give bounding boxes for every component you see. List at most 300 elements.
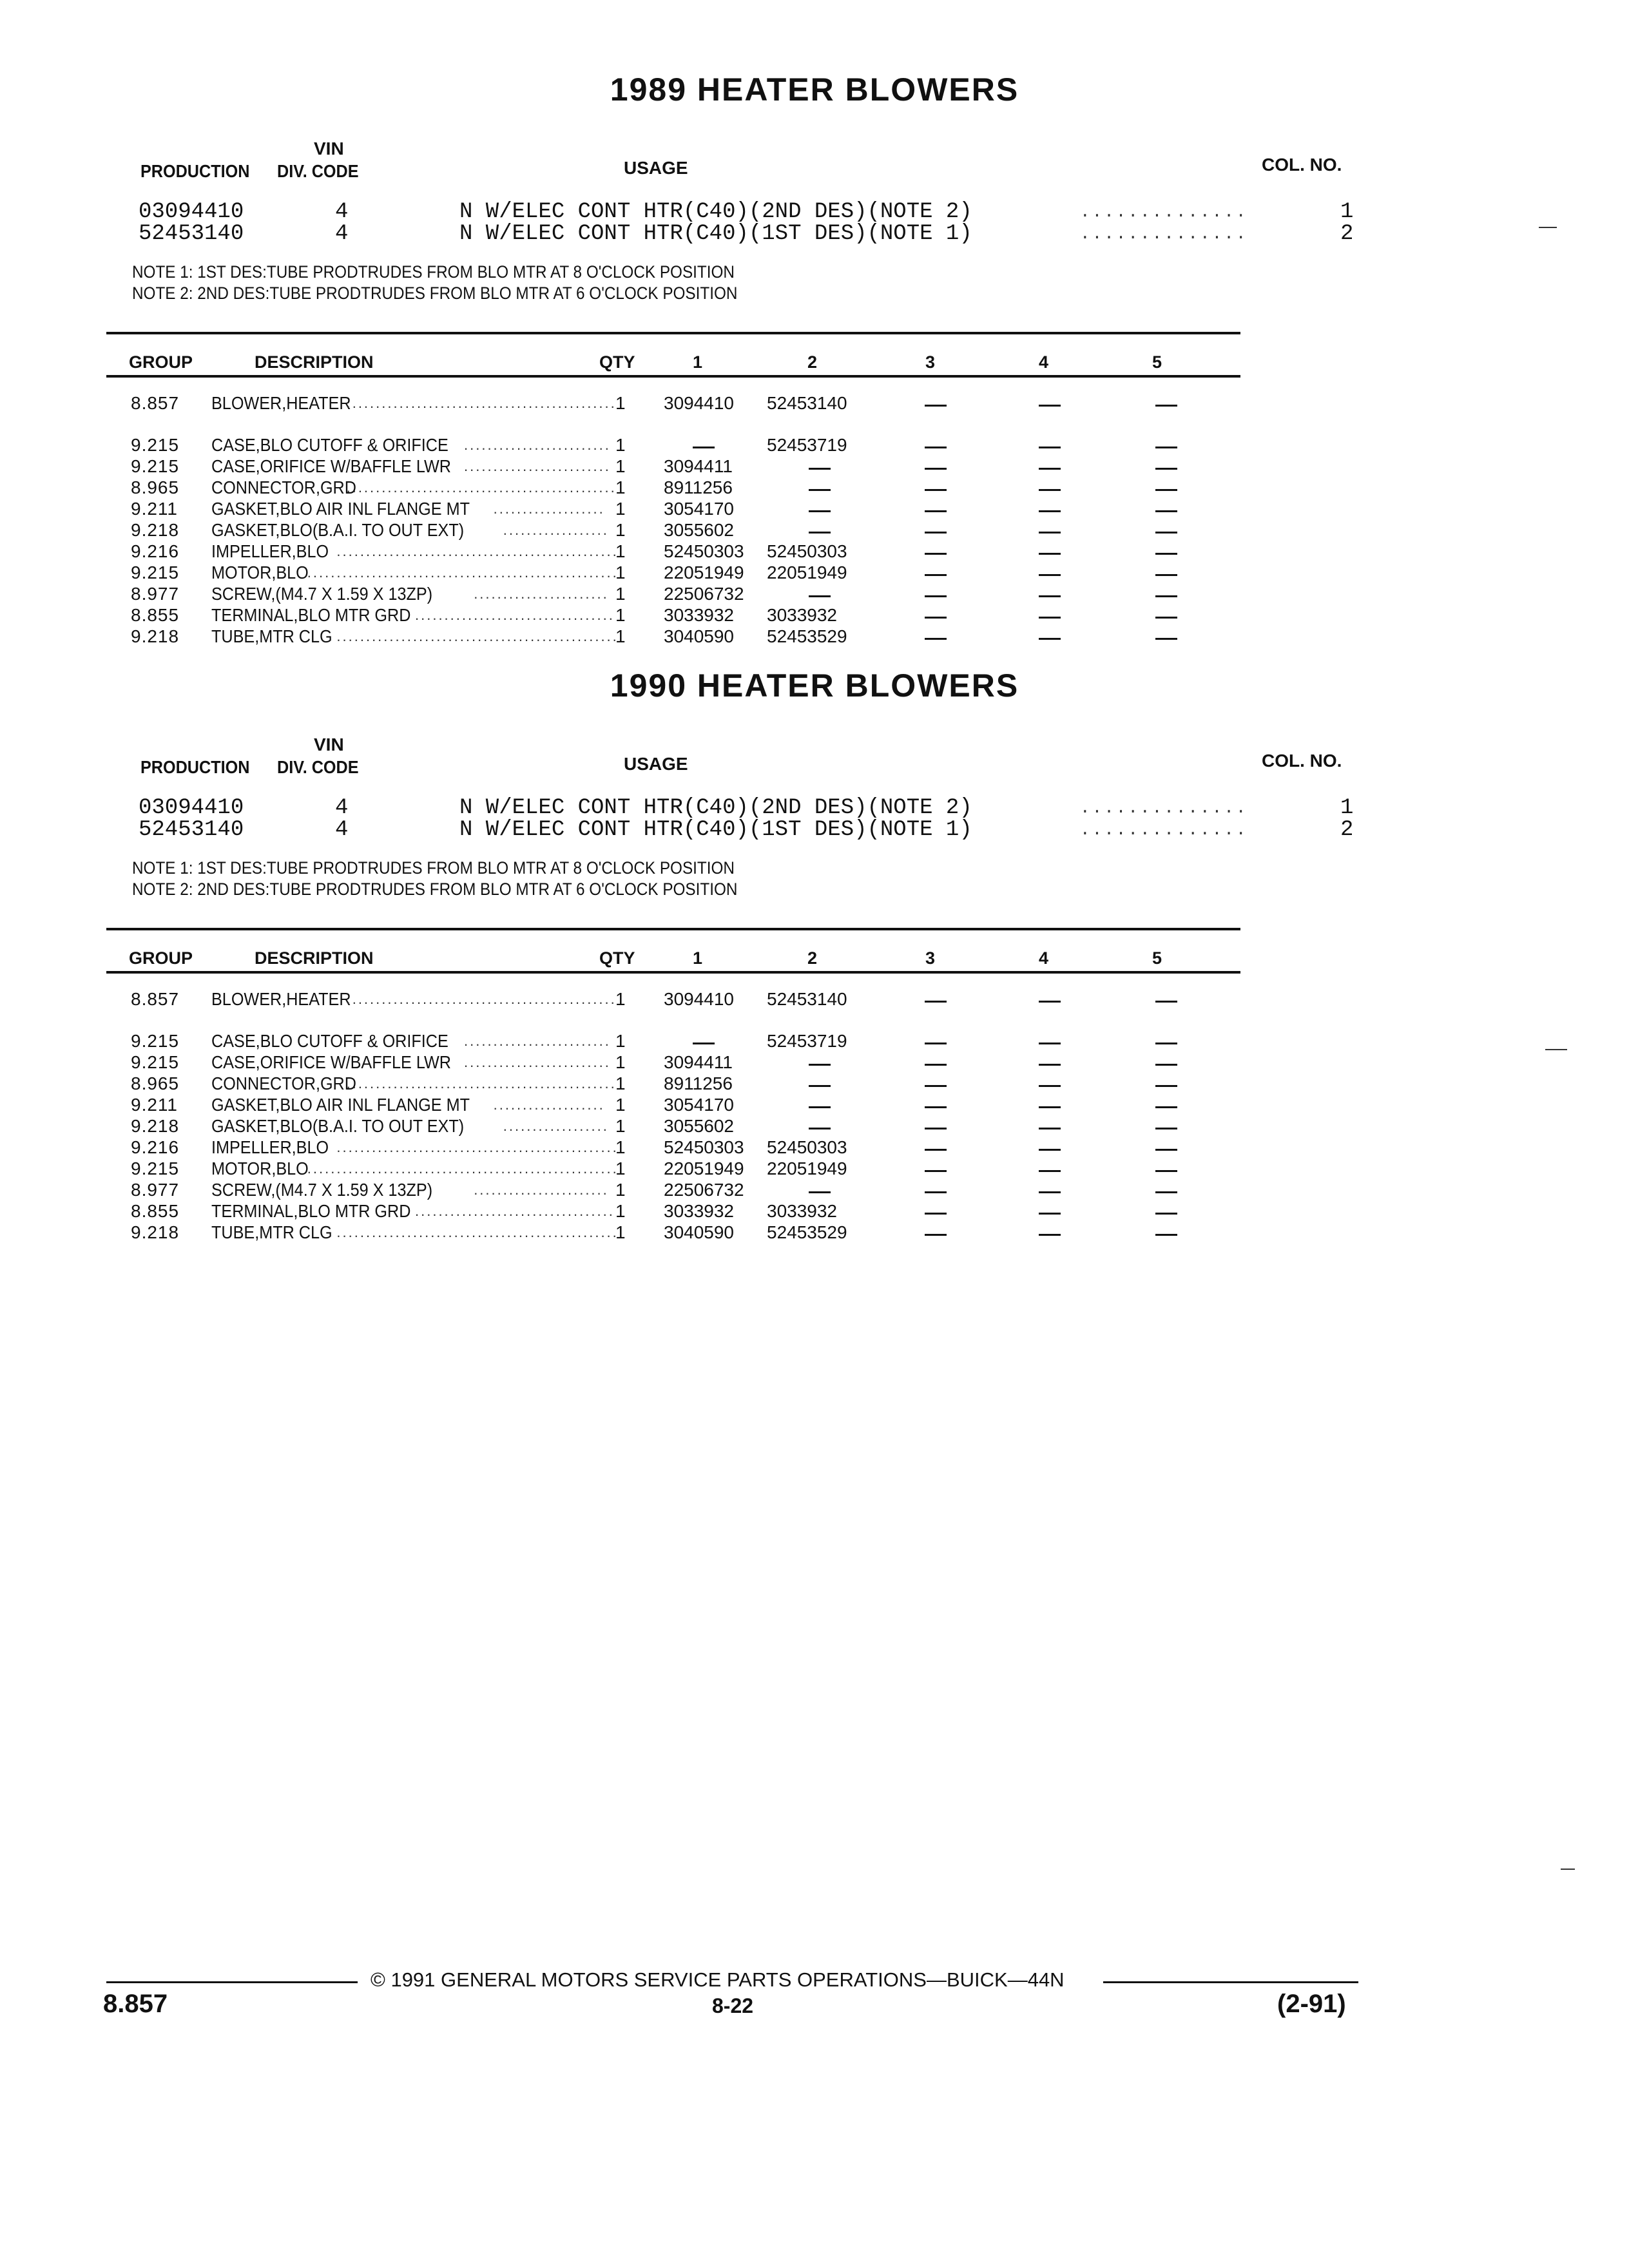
usage-text: N W/ELEC CONT HTR(C40)(2ND DES)(NOTE 2): [459, 200, 972, 224]
empty-dash: [1155, 1043, 1177, 1044]
empty-dash: [1039, 1234, 1061, 1236]
empty-dash: [1155, 1085, 1177, 1087]
empty-dash: [809, 532, 831, 533]
empty-dash: [809, 1106, 831, 1108]
part-group: 9.215: [131, 1158, 180, 1178]
part-col-3: [925, 1031, 947, 1052]
part-qty: 1: [615, 435, 626, 455]
section-title: 1990 HEATER BLOWERS: [610, 668, 1019, 704]
part-row: [0, 1137, 1629, 1158]
empty-dash: [1039, 1191, 1061, 1193]
col-header-description: DESCRIPTION: [255, 948, 374, 968]
part-qty: 1: [615, 1095, 626, 1115]
empty-dash: [1039, 1213, 1061, 1215]
empty-dash: [1039, 1170, 1061, 1172]
part-row: [0, 477, 1629, 499]
dot-leader: ..............................................: [346, 479, 617, 495]
part-qty: 1: [615, 1180, 626, 1200]
part-col-2: 52453529: [767, 626, 847, 646]
empty-dash: [1039, 1064, 1061, 1066]
part-qty: 1: [615, 1116, 626, 1136]
empty-dash: [809, 489, 831, 491]
empty-dash: [1155, 468, 1177, 470]
part-description: TERMINAL,BLO MTR GRD: [211, 605, 411, 625]
note-line: NOTE 2: 2ND DES:TUBE PRODTRUDES FROM BLO MTR AT 6 O'CLOCK POSITION: [132, 879, 738, 899]
part-col-3: [925, 541, 947, 562]
scan-mark: [1545, 1049, 1567, 1050]
part-col-1: 3094410: [664, 393, 735, 413]
empty-dash: [925, 1234, 947, 1236]
part-description: GASKET,BLO AIR INL FLANGE MT: [211, 1095, 470, 1115]
empty-dash: [925, 1106, 947, 1108]
header-production: PRODUCTION: [140, 757, 250, 777]
part-description: TERMINAL,BLO MTR GRD: [211, 1201, 411, 1221]
empty-dash: [1039, 532, 1061, 533]
empty-dash: [1039, 617, 1061, 619]
dot-leader: .......................: [474, 1182, 609, 1198]
part-row: [0, 499, 1629, 520]
part-col-3: [925, 435, 947, 456]
empty-dash: [925, 532, 947, 533]
dot-leader: .........................: [464, 458, 611, 474]
part-col-2: 52450303: [767, 541, 847, 561]
part-col-3: [925, 1095, 947, 1115]
part-qty: 1: [615, 520, 626, 540]
part-group: 8.965: [131, 477, 180, 497]
part-col-2: [809, 520, 831, 541]
note-line: NOTE 1: 1ST DES:TUBE PRODTRUDES FROM BLO MTR AT 8 O'CLOCK POSITION: [132, 262, 735, 282]
note-line: NOTE 1: 1ST DES:TUBE PRODTRUDES FROM BLO MTR AT 8 O'CLOCK POSITION: [132, 858, 735, 878]
dot-leader: .........................: [464, 1054, 611, 1070]
empty-dash: [925, 617, 947, 619]
footer-rule-left: [106, 1981, 358, 1983]
header-col-no: COL. NO.: [1262, 155, 1342, 175]
empty-dash: [809, 1085, 831, 1087]
footer-rule-right: [1103, 1981, 1358, 1983]
empty-dash: [1155, 1064, 1177, 1066]
part-col-5: [1155, 626, 1177, 647]
part-col-5: [1155, 562, 1177, 583]
part-col-1: 22051949: [664, 1158, 744, 1178]
table-header-rule: [106, 375, 1240, 378]
part-description: SCREW,(M4.7 X 1.59 X 13ZP): [211, 1180, 433, 1200]
part-col-1: [693, 1031, 715, 1052]
part-col-3: [925, 393, 947, 414]
empty-dash: [925, 638, 947, 640]
footer-copyright: © 1991 GENERAL MOTORS SERVICE PARTS OPERATIONS—BUICK—44N: [371, 1968, 1065, 1991]
empty-dash: [809, 1128, 831, 1129]
part-row: [0, 584, 1629, 605]
part-col-1: 22506732: [664, 1180, 744, 1200]
col-header-2: 2: [807, 352, 818, 372]
part-col-3: [925, 989, 947, 1010]
part-row: [0, 1031, 1629, 1052]
part-col-1: 3040590: [664, 1222, 735, 1242]
empty-dash: [925, 489, 947, 491]
part-col-4: [1039, 562, 1061, 583]
part-col-1: 8911256: [664, 1073, 733, 1093]
part-col-1: 3055602: [664, 520, 735, 540]
part-row: [0, 1052, 1629, 1073]
part-col-5: [1155, 456, 1177, 477]
section-1990: [0, 667, 1629, 1266]
part-col-3: [925, 1116, 947, 1137]
part-row: [0, 1180, 1629, 1201]
dot-leader: .........................: [464, 1033, 611, 1049]
part-col-4: [1039, 1201, 1061, 1222]
part-col-2: 52453719: [767, 1031, 847, 1051]
part-col-4: [1039, 1052, 1061, 1073]
empty-dash: [1039, 1149, 1061, 1151]
dot-leader: ................................................: [336, 628, 619, 644]
dot-leader: ..................................: [415, 1203, 615, 1219]
empty-dash: [1155, 1213, 1177, 1215]
part-row: [0, 520, 1629, 541]
scan-mark: [1561, 1869, 1575, 1870]
part-group: 8.977: [131, 584, 180, 604]
footer-date: (2-91): [1277, 1990, 1346, 2018]
dot-leader: .....................................................: [307, 564, 619, 581]
part-col-4: [1039, 584, 1061, 604]
part-row: [0, 1095, 1629, 1116]
part-col-2: [809, 499, 831, 519]
part-row: [0, 435, 1629, 456]
part-row: [0, 1116, 1629, 1137]
usage-text: N W/ELEC CONT HTR(C40)(1ST DES)(NOTE 1): [459, 222, 972, 246]
part-group: 8.855: [131, 605, 180, 625]
header-usage: USAGE: [624, 158, 688, 178]
part-description: CASE,ORIFICE W/BAFFLE LWR: [211, 1052, 451, 1072]
part-col-5: [1155, 1201, 1177, 1222]
part-description: IMPELLER,BLO: [211, 541, 329, 561]
part-qty: 1: [615, 456, 626, 476]
part-col-3: [925, 499, 947, 519]
part-qty: 1: [615, 477, 626, 497]
production-number: 03094410: [139, 200, 244, 224]
part-row: [0, 1201, 1629, 1222]
part-col-5: [1155, 1222, 1177, 1243]
dot-leader: ..................: [503, 522, 609, 538]
part-col-5: [1155, 605, 1177, 626]
dot-leader: ..............................................: [346, 395, 617, 411]
production-row: [0, 222, 1629, 245]
empty-dash: [693, 447, 715, 448]
part-col-5: [1155, 435, 1177, 456]
col-header-5: 5: [1152, 948, 1162, 968]
vin-div-code: 4: [335, 818, 349, 842]
empty-dash: [1155, 1128, 1177, 1129]
empty-dash: [1039, 1085, 1061, 1087]
empty-dash: [1155, 532, 1177, 533]
empty-dash: [1039, 574, 1061, 576]
empty-dash: [925, 1043, 947, 1044]
part-group: 8.855: [131, 1201, 180, 1221]
part-group: 9.215: [131, 1031, 180, 1051]
part-col-5: [1155, 393, 1177, 414]
empty-dash: [1155, 1106, 1177, 1108]
part-col-2: 52453529: [767, 1222, 847, 1242]
dot-leader: ..............................................: [346, 991, 617, 1007]
dot-leader: .......................: [474, 586, 609, 602]
part-row: [0, 1222, 1629, 1244]
empty-dash: [693, 1043, 715, 1044]
part-description: BLOWER,HEATER: [211, 989, 351, 1009]
empty-dash: [809, 1191, 831, 1193]
col-header-4: 4: [1039, 352, 1049, 372]
part-col-5: [1155, 1116, 1177, 1137]
empty-dash: [1039, 468, 1061, 470]
part-col-4: [1039, 520, 1061, 541]
column-number: 2: [1340, 818, 1354, 842]
part-col-5: [1155, 1137, 1177, 1158]
empty-dash: [925, 574, 947, 576]
part-col-4: [1039, 1095, 1061, 1115]
part-col-2: [809, 1073, 831, 1094]
part-col-2: 22051949: [767, 1158, 847, 1178]
part-qty: 1: [615, 541, 626, 561]
part-col-1: 3055602: [664, 1116, 735, 1136]
part-col-5: [1155, 499, 1177, 519]
part-col-2: 52450303: [767, 1137, 847, 1157]
part-col-3: [925, 1137, 947, 1158]
part-col-1: [693, 435, 715, 456]
part-row: [0, 626, 1629, 648]
part-description: MOTOR,BLO: [211, 1158, 309, 1178]
empty-dash: [925, 468, 947, 470]
part-col-3: [925, 1201, 947, 1222]
table-top-rule: [106, 928, 1240, 930]
column-number: 1: [1340, 200, 1354, 224]
empty-dash: [809, 595, 831, 597]
dot-leader: ..............: [1080, 224, 1248, 244]
vin-div-code: 4: [335, 796, 349, 820]
part-description: TUBE,MTR CLG: [211, 1222, 333, 1242]
part-qty: 1: [615, 393, 626, 413]
column-number: 2: [1340, 222, 1354, 246]
part-description: CASE,BLO CUTOFF & ORIFICE: [211, 435, 448, 455]
empty-dash: [1039, 553, 1061, 555]
part-qty: 1: [615, 1052, 626, 1072]
part-col-3: [925, 1222, 947, 1243]
part-col-3: [925, 1073, 947, 1094]
part-col-2: 3033932: [767, 605, 838, 625]
part-qty: 1: [615, 499, 626, 519]
empty-dash: [1039, 405, 1061, 407]
empty-dash: [1155, 1149, 1177, 1151]
part-col-5: [1155, 1052, 1177, 1073]
part-col-1: 3054170: [664, 499, 735, 519]
part-col-5: [1155, 1073, 1177, 1094]
production-number: 52453140: [139, 818, 244, 842]
part-row: [0, 605, 1629, 626]
part-col-4: [1039, 1137, 1061, 1158]
empty-dash: [925, 1064, 947, 1066]
empty-dash: [925, 1170, 947, 1172]
part-col-4: [1039, 1116, 1061, 1137]
part-col-5: [1155, 1031, 1177, 1052]
table-top-rule: [106, 332, 1240, 334]
col-header-3: 3: [925, 948, 936, 968]
empty-dash: [925, 1001, 947, 1003]
empty-dash: [925, 1149, 947, 1151]
production-row: [0, 818, 1629, 841]
part-col-1: 3054170: [664, 1095, 735, 1115]
col-header-qty: QTY: [599, 948, 635, 968]
part-qty: 1: [615, 1222, 626, 1242]
footer-group-number: 8.857: [103, 1990, 168, 2018]
empty-dash: [1155, 489, 1177, 491]
empty-dash: [1155, 1001, 1177, 1003]
table-header-rule: [106, 971, 1240, 974]
dot-leader: ................................................: [336, 543, 619, 559]
dot-leader: ..................: [503, 1118, 609, 1134]
part-col-2: 3033932: [767, 1201, 838, 1221]
part-col-1: 3033932: [664, 605, 735, 625]
part-col-1: 52450303: [664, 1137, 744, 1157]
part-col-5: [1155, 477, 1177, 498]
section-title: 1989 HEATER BLOWERS: [610, 72, 1019, 108]
part-col-4: [1039, 456, 1061, 477]
header-vin: VIN: [314, 139, 344, 159]
part-col-4: [1039, 1222, 1061, 1243]
part-group: 8.857: [131, 989, 180, 1009]
empty-dash: [1155, 405, 1177, 407]
empty-dash: [925, 510, 947, 512]
part-col-5: [1155, 989, 1177, 1010]
part-group: 9.218: [131, 1116, 180, 1136]
header-vin: VIN: [314, 735, 344, 754]
part-group: 9.215: [131, 562, 180, 582]
part-col-4: [1039, 1158, 1061, 1179]
part-group: 8.965: [131, 1073, 180, 1093]
part-row: [0, 541, 1629, 562]
part-col-4: [1039, 605, 1061, 626]
empty-dash: [1155, 617, 1177, 619]
part-description: MOTOR,BLO: [211, 562, 309, 582]
part-qty: 1: [615, 1137, 626, 1157]
part-col-2: [809, 1116, 831, 1137]
part-col-4: [1039, 626, 1061, 647]
part-col-5: [1155, 520, 1177, 541]
part-group: 9.215: [131, 456, 180, 476]
part-col-5: [1155, 1158, 1177, 1179]
part-col-4: [1039, 1073, 1061, 1094]
col-header-group: GROUP: [129, 352, 193, 372]
part-qty: 1: [615, 1073, 626, 1093]
empty-dash: [809, 510, 831, 512]
empty-dash: [1039, 638, 1061, 640]
dot-leader: ...................: [493, 1097, 605, 1113]
part-col-2: [809, 1180, 831, 1200]
part-col-1: 22051949: [664, 562, 744, 582]
empty-dash: [809, 1064, 831, 1066]
part-col-1: 3033932: [664, 1201, 735, 1221]
part-col-2: [809, 584, 831, 604]
part-col-5: [1155, 541, 1177, 562]
part-col-3: [925, 562, 947, 583]
empty-dash: [1155, 447, 1177, 448]
part-col-3: [925, 1180, 947, 1200]
part-description: GASKET,BLO(B.A.I. TO OUT EXT): [211, 520, 465, 540]
empty-dash: [1039, 1001, 1061, 1003]
part-col-2: 52453140: [767, 989, 847, 1009]
empty-dash: [1039, 447, 1061, 448]
col-header-1: 1: [693, 948, 703, 968]
dot-leader: ..................................: [415, 607, 615, 623]
part-col-4: [1039, 499, 1061, 519]
part-description: GASKET,BLO AIR INL FLANGE MT: [211, 499, 470, 519]
part-group: 9.215: [131, 435, 180, 455]
col-header-2: 2: [807, 948, 818, 968]
empty-dash: [1039, 1043, 1061, 1044]
part-group: 9.218: [131, 626, 180, 646]
part-col-4: [1039, 989, 1061, 1010]
vin-div-code: 4: [335, 222, 349, 246]
part-col-4: [1039, 541, 1061, 562]
empty-dash: [1155, 1234, 1177, 1236]
part-col-4: [1039, 435, 1061, 456]
part-group: 8.977: [131, 1180, 180, 1200]
part-col-1: 3094411: [664, 456, 733, 476]
part-col-2: 52453719: [767, 435, 847, 455]
part-qty: 1: [615, 1201, 626, 1221]
part-col-4: [1039, 393, 1061, 414]
empty-dash: [925, 447, 947, 448]
part-col-3: [925, 1052, 947, 1073]
col-header-5: 5: [1152, 352, 1162, 372]
part-qty: 1: [615, 626, 626, 646]
part-group: 9.218: [131, 1222, 180, 1242]
header-div-code: DIV. CODE: [277, 757, 359, 777]
part-col-3: [925, 605, 947, 626]
footer-page-number: 8-22: [712, 1994, 754, 2017]
part-qty: 1: [615, 562, 626, 582]
part-description: CONNECTOR,GRD: [211, 1073, 356, 1093]
dot-leader: ..............: [1080, 820, 1248, 840]
part-col-4: [1039, 477, 1061, 498]
part-col-2: [809, 477, 831, 498]
header-usage: USAGE: [624, 754, 688, 774]
empty-dash: [1039, 510, 1061, 512]
part-qty: 1: [615, 605, 626, 625]
section-1989: [0, 71, 1629, 670]
header-col-no: COL. NO.: [1262, 751, 1342, 771]
dot-leader: ..............: [1080, 202, 1248, 222]
part-col-2: [809, 456, 831, 477]
part-row: [0, 989, 1629, 1010]
empty-dash: [1155, 510, 1177, 512]
dot-leader: .........................: [464, 437, 611, 453]
part-col-5: [1155, 1095, 1177, 1115]
part-description: CONNECTOR,GRD: [211, 477, 356, 497]
part-description: GASKET,BLO(B.A.I. TO OUT EXT): [211, 1116, 465, 1136]
empty-dash: [925, 595, 947, 597]
part-row: [0, 393, 1629, 414]
part-col-1: 3094410: [664, 989, 735, 1009]
part-description: CASE,ORIFICE W/BAFFLE LWR: [211, 456, 451, 476]
part-group: 8.857: [131, 393, 180, 413]
empty-dash: [1155, 1170, 1177, 1172]
header-div-code: DIV. CODE: [277, 161, 359, 181]
empty-dash: [1155, 1191, 1177, 1193]
col-header-4: 4: [1039, 948, 1049, 968]
part-col-3: [925, 626, 947, 647]
empty-dash: [809, 468, 831, 470]
part-col-3: [925, 477, 947, 498]
part-group: 9.216: [131, 1137, 180, 1157]
part-col-1: 52450303: [664, 541, 744, 561]
empty-dash: [1155, 574, 1177, 576]
